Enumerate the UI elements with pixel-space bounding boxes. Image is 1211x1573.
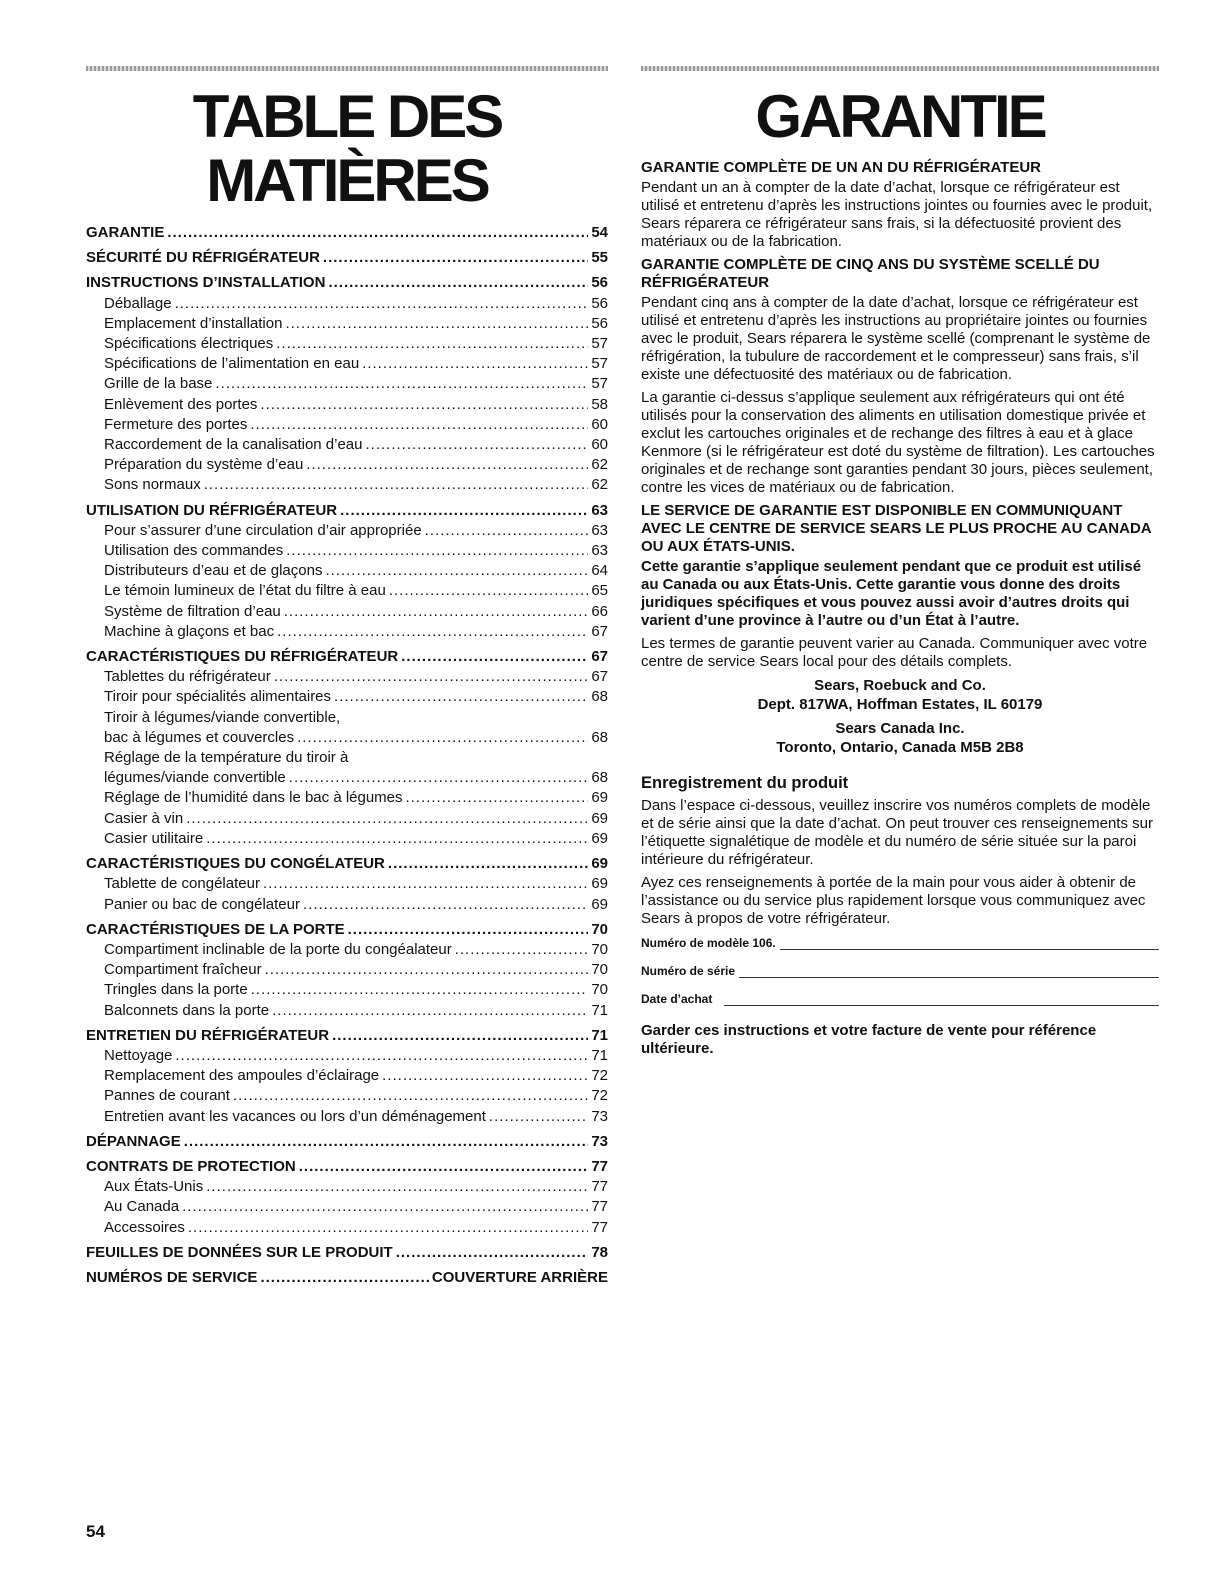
toc-entry-row xyxy=(86,1218,608,1238)
toc-entry-row xyxy=(86,602,608,622)
toc-leader-dots xyxy=(263,874,588,894)
toc-leader-dots xyxy=(303,895,588,915)
toc-list xyxy=(86,223,608,1288)
serial-number-label: Numéro de série xyxy=(641,964,736,978)
toc-label: Sons normaux xyxy=(104,476,201,494)
toc-label: Enlèvement des portes xyxy=(104,395,258,413)
toc-label: Balconnets dans la porte xyxy=(104,1001,270,1019)
toc-entry-row xyxy=(86,395,608,415)
toc-entry-row xyxy=(86,687,608,707)
toc-page-number: 66 xyxy=(591,602,608,620)
toc-leader-dots xyxy=(188,1218,588,1238)
toc-leader-dots xyxy=(286,541,588,561)
toc-entry-continued: Tiroir à légumes/viande convertible, xyxy=(104,708,341,726)
toc-section-row xyxy=(86,273,608,293)
toc-entry-row xyxy=(86,980,608,1000)
toc-page-number: 72 xyxy=(591,1087,608,1105)
toc-entry-row xyxy=(86,728,608,748)
toc-label: SÉCURITÉ DU RÉFRIGÉRATEUR xyxy=(86,249,320,267)
toc-entry-row xyxy=(86,581,608,601)
toc-label: Pour s’assurer d’une circulation d’air appropriée xyxy=(104,521,422,539)
toc-page-number: 73 xyxy=(591,1107,608,1125)
toc-entry-row xyxy=(86,435,608,455)
toc-label: CARACTÉRISTIQUES DU RÉFRIGÉRATEUR xyxy=(86,648,399,666)
toc-leader-dots xyxy=(182,1197,588,1217)
toc-page-number: 69 xyxy=(591,789,608,807)
toc-page-number: 67 xyxy=(591,648,608,666)
toc-page-number: 62 xyxy=(591,476,608,494)
warranty-paragraph-scope: La garantie ci-dessus s’applique seulement aux réfrigérateurs qui ont été utilisés pour la conservation des aliments en utilisation domestique privée et exclut les cartouches originales et de rechange des filtres à eau et à glace Kenmore (si le réfrigérateur est doté du système de filtration). Les cartouches originales et de rechange sont garanties pendant 30 jours, pièces seulement, contre les vices de matériaux ou de fabrication. xyxy=(641,389,1155,496)
toc-leader-dots xyxy=(401,647,588,667)
toc-page-number: 56 xyxy=(591,314,608,332)
toc-section-row xyxy=(86,1268,608,1288)
toc-page-number: 70 xyxy=(591,961,608,979)
toc-leader-dots xyxy=(289,768,589,788)
toc-leader-dots xyxy=(233,1086,588,1106)
warranty-heading-five-year: GARANTIE COMPLÈTE DE CINQ ANS DU SYSTÈME SCELLÉ DU RÉFRIGÉRATEUR xyxy=(641,256,1100,291)
toc-section-row xyxy=(86,248,608,268)
purchase-date-field[interactable] xyxy=(641,992,1159,1006)
toc-label: Spécifications électriques xyxy=(104,335,274,353)
toc-leader-dots xyxy=(348,920,589,940)
toc-leader-dots xyxy=(272,1001,588,1021)
top-rule-left xyxy=(86,66,608,71)
toc-leader-dots xyxy=(175,294,589,314)
toc-label: NUMÉROS DE SERVICE xyxy=(86,1268,258,1286)
toc-leader-dots xyxy=(251,980,589,1000)
toc-entry-row xyxy=(86,374,608,394)
toc-page-number: 77 xyxy=(591,1178,608,1196)
toc-page-number: 67 xyxy=(591,622,608,640)
toc-entry-row xyxy=(86,1177,608,1197)
toc-leader-dots xyxy=(366,435,589,455)
purchase-date-label: Date d’achat xyxy=(641,992,713,1006)
address-sears-us-name: Sears, Roebuck and Co. xyxy=(814,677,986,694)
toc-leader-dots xyxy=(425,521,589,541)
toc-page-number: 73 xyxy=(591,1132,608,1150)
toc-label: légumes/viande convertible xyxy=(104,769,286,787)
toc-label: GARANTIE xyxy=(86,224,165,241)
toc-entry-row xyxy=(86,334,608,354)
toc-label: Distributeurs d’eau et de glaçons xyxy=(104,562,323,580)
warranty-paragraph-one-year: Pendant un an à compter de la date d’achat, lorsque ce réfrigérateur est utilisé et entretenu d’après les instructions jointes ou fournies avec le produit, Sears réparera ce réfrigérateur sans frais, si la défectuosité provient des matériaux ou de la fabrication. xyxy=(641,179,1153,250)
toc-section-row xyxy=(86,1026,608,1046)
toc-section-row xyxy=(86,854,608,874)
toc-leader-dots xyxy=(406,788,589,808)
address-sears-canada-line: Toronto, Ontario, Canada M5B 2B8 xyxy=(776,739,1024,756)
toc-section-row xyxy=(86,1132,608,1152)
toc-label: Accessoires xyxy=(104,1218,185,1236)
toc-page-number: 69 xyxy=(591,829,608,847)
toc-label: UTILISATION DU RÉFRIGÉRATEUR xyxy=(86,501,338,519)
toc-page-number: 64 xyxy=(591,562,608,580)
toc-entry-row xyxy=(86,788,608,808)
toc-leader-dots xyxy=(250,415,588,435)
toc-leader-dots xyxy=(186,809,588,829)
toc-entry-continued: Réglage de la température du tiroir à xyxy=(104,749,349,767)
toc-label: Grille de la base xyxy=(104,375,213,393)
toc-leader-dots xyxy=(340,501,588,521)
top-rule-right xyxy=(641,66,1159,71)
toc-entry-row xyxy=(86,622,608,642)
toc-entry-row xyxy=(86,1107,608,1127)
toc-page-number: 70 xyxy=(591,920,608,938)
toc-entry-row xyxy=(86,521,608,541)
toc-leader-dots xyxy=(323,248,588,268)
toc-label: DÉPANNAGE xyxy=(86,1132,181,1150)
toc-leader-dots xyxy=(325,561,588,581)
address-sears-us-line: Dept. 817WA, Hoffman Estates, IL 60179 xyxy=(757,696,1043,713)
toc-label: INSTRUCTIONS D’INSTALLATION xyxy=(86,274,326,292)
toc-entry-row xyxy=(86,541,608,561)
toc-section-row xyxy=(86,647,608,667)
toc-page-number: 77 xyxy=(591,1198,608,1216)
toc-page-number: 57 xyxy=(591,355,608,373)
toc-label: Entretien avant les vacances ou lors d’un déménagement xyxy=(104,1107,486,1125)
toc-entry-row xyxy=(86,809,608,829)
toc-leader-dots xyxy=(204,475,589,495)
toc-label: Compartiment fraîcheur xyxy=(104,961,262,979)
toc-page-number: 65 xyxy=(591,582,608,600)
warranty-column xyxy=(641,60,1159,1063)
purchase-date-line[interactable] xyxy=(724,993,1159,1006)
toc-label: bac à légumes et couvercles xyxy=(104,728,295,746)
toc-page-number: 63 xyxy=(591,501,608,519)
warranty-paragraph-five-year: Pendant cinq ans à compter de la date d’achat, lorsque ce réfrigérateur est utilisé et entretenu d’après les instructions au propriétaire jointes ou fournies avec le produit, Sears réparera le système scellé (comprenant le système de réfrigération, la tubulure de raccordement et le compresseur) sans frais, s’il existe une défectuosité des matériaux ou de fabrication. xyxy=(641,294,1151,383)
toc-label: Le témoin lumineux de l’état du filtre à eau xyxy=(104,582,386,600)
toc-entry-row xyxy=(86,1066,608,1086)
toc-section-row xyxy=(86,501,608,521)
toc-leader-dots xyxy=(167,223,588,243)
toc-entry-row xyxy=(86,1086,608,1106)
toc-title: TABLE DES MATIÈRES xyxy=(192,83,502,214)
toc-leader-dots xyxy=(299,1157,589,1177)
toc-leader-dots xyxy=(455,940,589,960)
toc-label: Au Canada xyxy=(104,1198,180,1216)
toc-label: Tringles dans la porte xyxy=(104,981,248,999)
toc-label: Compartiment inclinable de la porte du congéalateur xyxy=(104,940,452,958)
toc-leader-dots xyxy=(265,960,589,980)
toc-label: Spécifications de l’alimentation en eau xyxy=(104,355,360,373)
serial-number-field[interactable] xyxy=(641,964,1159,978)
warranty-heading-one-year: GARANTIE COMPLÈTE DE UN AN DU RÉFRIGÉRATEUR xyxy=(641,159,1042,176)
toc-page-number: 68 xyxy=(591,688,608,706)
registration-paragraph-1: Dans l’espace ci-dessous, veuillez inscrire vos numéros complets de modèle et de série ainsi que la date d’achat. On peut trouver ces renseignements sur l’étiquette signalétique de modèle et du numéro de série située sur la paroi intérieure du réfrigérateur. xyxy=(641,797,1153,868)
toc-section-row xyxy=(86,223,608,243)
toc-leader-dots xyxy=(276,334,588,354)
toc-entry-row xyxy=(86,455,608,475)
toc-entry-row xyxy=(86,940,608,960)
toc-label: Emplacement d’installation xyxy=(104,314,283,332)
toc-column xyxy=(86,60,608,1288)
toc-label: Casier utilitaire xyxy=(104,829,204,847)
toc-label: FEUILLES DE DONNÉES SUR LE PRODUIT xyxy=(86,1243,393,1261)
toc-label: Pannes de courant xyxy=(104,1087,230,1105)
toc-page-number: 55 xyxy=(591,249,608,267)
toc-page-number: 63 xyxy=(591,542,608,560)
toc-label: Machine à glaçons et bac xyxy=(104,622,275,640)
toc-page-number: COUVERTURE ARRIÈRE xyxy=(431,1268,608,1286)
toc-page-number: 57 xyxy=(591,335,608,353)
address-sears-canada-name: Sears Canada Inc. xyxy=(835,720,965,737)
toc-leader-dots xyxy=(184,1132,589,1152)
model-number-field[interactable] xyxy=(641,936,1159,950)
toc-page-number: 56 xyxy=(591,274,608,292)
toc-leader-dots xyxy=(382,1066,588,1086)
toc-page-number: 77 xyxy=(591,1218,608,1236)
toc-page-number: 71 xyxy=(591,1001,608,1019)
toc-page-number: 69 xyxy=(591,809,608,827)
toc-entry-row xyxy=(86,354,608,374)
toc-page-number: 69 xyxy=(591,855,608,873)
toc-label: Déballage xyxy=(104,294,172,312)
toc-page-number: 54 xyxy=(591,224,608,241)
toc-leader-dots xyxy=(274,667,589,687)
toc-label: Système de filtration d’eau xyxy=(104,602,281,620)
toc-entry-row xyxy=(86,1197,608,1217)
toc-page-number: 70 xyxy=(591,940,608,958)
toc-page-number: 62 xyxy=(591,456,608,474)
toc-section-row xyxy=(86,1243,608,1263)
toc-page-number: 68 xyxy=(591,728,608,746)
model-number-label: Numéro de modèle 106. xyxy=(641,936,776,950)
toc-label: Raccordement de la canalisation d’eau xyxy=(104,436,363,454)
toc-label: Préparation du système d’eau xyxy=(104,456,304,474)
toc-leader-dots xyxy=(388,854,588,874)
toc-label: CARACTÉRISTIQUES DE LA PORTE xyxy=(86,920,345,938)
toc-page-number: 69 xyxy=(591,875,608,893)
warranty-title: GARANTIE xyxy=(755,83,1045,150)
toc-section-row xyxy=(86,1157,608,1177)
toc-entry-row xyxy=(86,475,608,495)
toc-label: Tablette de congélateur xyxy=(104,875,260,893)
toc-entry-row xyxy=(86,1046,608,1066)
registration-footer: Garder ces instructions et votre facture de vente pour référence ultérieure. xyxy=(641,1022,1097,1057)
warranty-rights-paragraph: Cette garantie s’applique seulement pendant que ce produit est utilisé au Canada ou aux États-Unis. Cette garantie vous donne des droits juridiques spécifiques et vous pouvez aussi avoir d’autres droits qui varient d’une province à l’autre ou d’un État à l’autre. xyxy=(641,558,1142,629)
toc-page-number: 60 xyxy=(591,436,608,454)
toc-label: Tablettes du réfrigérateur xyxy=(104,668,271,686)
toc-leader-dots xyxy=(285,314,588,334)
toc-leader-dots xyxy=(362,354,588,374)
toc-page-number: 63 xyxy=(591,521,608,539)
toc-leader-dots xyxy=(297,728,588,748)
toc-page-number: 77 xyxy=(591,1157,608,1175)
toc-label: Fermeture des portes xyxy=(104,415,248,433)
toc-entry-row xyxy=(86,415,608,435)
toc-entry-row xyxy=(86,314,608,334)
registration-title: Enregistrement du produit xyxy=(641,774,849,792)
toc-label: Utilisation des commandes xyxy=(104,542,284,560)
toc-page-number: 72 xyxy=(591,1067,608,1085)
toc-page-number: 71 xyxy=(591,1046,608,1064)
toc-page-number: 57 xyxy=(591,375,608,393)
toc-leader-dots xyxy=(175,1046,588,1066)
toc-entry-row xyxy=(86,874,608,894)
page-number: 54 xyxy=(86,1522,105,1541)
toc-label: CONTRATS DE PROTECTION xyxy=(86,1157,296,1175)
toc-label: Casier à vin xyxy=(104,809,184,827)
toc-entry-row xyxy=(86,561,608,581)
toc-page-number: 67 xyxy=(591,668,608,686)
toc-section-row xyxy=(86,920,608,940)
toc-page-number: 68 xyxy=(591,769,608,787)
toc-label: Nettoyage xyxy=(104,1046,173,1064)
warranty-canada-paragraph: Les termes de garantie peuvent varier au Canada. Communiquer avec votre centre de service Sears local pour des détails complets. xyxy=(641,635,1148,670)
toc-entry-row xyxy=(86,768,608,788)
toc-page-number: 56 xyxy=(591,294,608,312)
toc-label: Panier ou bac de congélateur xyxy=(104,895,300,913)
toc-entry-row xyxy=(86,1001,608,1021)
toc-label: CARACTÉRISTIQUES DU CONGÉLATEUR xyxy=(86,855,385,873)
toc-leader-dots xyxy=(396,1243,589,1263)
warranty-service-heading: LE SERVICE DE GARANTIE EST DISPONIBLE EN COMMUNIQUANT AVEC LE CENTRE DE SERVICE SEARS LE PLUS PROCHE AU CANADA OU AUX ÉTATS-UNIS. xyxy=(641,502,1152,555)
toc-entry-row xyxy=(86,960,608,980)
toc-entry-row xyxy=(86,294,608,314)
toc-label: Tiroir pour spécialités alimentaires xyxy=(104,688,332,706)
toc-leader-dots xyxy=(489,1107,588,1127)
toc-label: Réglage de l’humidité dans le bac à légumes xyxy=(104,789,403,807)
toc-page-number: 58 xyxy=(591,395,608,413)
toc-leader-dots xyxy=(389,581,588,601)
toc-leader-dots xyxy=(328,273,588,293)
toc-entry-row xyxy=(86,829,608,849)
toc-leader-dots xyxy=(306,455,588,475)
toc-entry-row xyxy=(86,895,608,915)
toc-label: ENTRETIEN DU RÉFRIGÉRATEUR xyxy=(86,1026,330,1044)
toc-leader-dots xyxy=(260,395,588,415)
toc-page-number: 70 xyxy=(591,981,608,999)
toc-leader-dots xyxy=(260,1268,428,1288)
toc-leader-dots xyxy=(215,374,588,394)
model-number-line[interactable] xyxy=(780,937,1159,950)
toc-page-number: 71 xyxy=(591,1026,608,1044)
toc-label: Remplacement des ampoules d’éclairage xyxy=(104,1067,380,1085)
toc-leader-dots xyxy=(277,622,588,642)
toc-leader-dots xyxy=(206,1177,588,1197)
toc-page-number: 60 xyxy=(591,415,608,433)
toc-leader-dots xyxy=(332,1026,588,1046)
toc-label: Aux États-Unis xyxy=(104,1178,204,1196)
toc-leader-dots xyxy=(334,687,588,707)
toc-page-number: 78 xyxy=(591,1243,608,1261)
serial-number-line[interactable] xyxy=(739,965,1159,978)
toc-entry-row xyxy=(86,667,608,687)
toc-leader-dots xyxy=(284,602,589,622)
toc-page-number: 69 xyxy=(591,895,608,913)
toc-leader-dots xyxy=(206,829,588,849)
registration-paragraph-2: Ayez ces renseignements à portée de la main pour vous aider à obtenir de l’assistance ou du service plus rapidement lorsque vous communiquez avec Sears à propos de votre réfrigérateur. xyxy=(641,874,1146,927)
